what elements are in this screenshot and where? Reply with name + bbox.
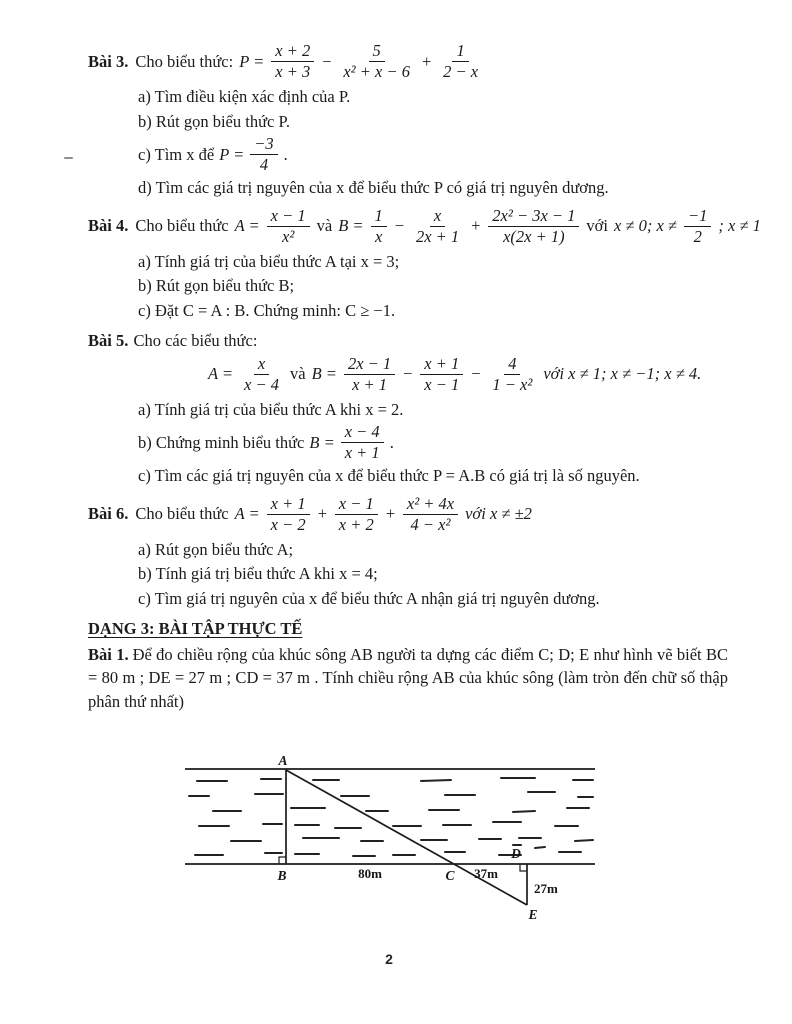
fraction-denominator: 2 − x (443, 62, 479, 81)
bai4-cond1: x ≠ 0; x ≠ (613, 216, 677, 236)
bai6-item-c: c) Tìm giá trị nguyên của x để biểu thức A nhận giá trị nguyên dương. (138, 588, 600, 608)
bai3-item-a: a) Tìm điều kiện xác định của P. (138, 87, 351, 106)
bai4-label: Bài 4. (88, 216, 129, 236)
fraction (403, 495, 458, 534)
operator: − (402, 364, 414, 384)
bai4-lead: Cho biểu thức (135, 216, 229, 236)
bai3-statement (88, 42, 728, 81)
dang3-heading: DẠNG 3: BÀI TẬP THỰC TẾ (88, 619, 303, 638)
fraction (344, 355, 395, 394)
fraction (488, 207, 579, 246)
fraction-denominator: x (375, 226, 383, 246)
fraction-denominator: x − 2 (270, 514, 306, 534)
fraction (488, 355, 536, 394)
fraction (335, 495, 378, 534)
fraction (420, 355, 463, 394)
point-label-D: D (511, 846, 521, 861)
point-label-B: B (277, 868, 287, 883)
measure-label-BC: 80m (358, 866, 382, 881)
bai5-B-lhs: B = (311, 364, 337, 384)
fraction-numerator: x² + 4x (403, 495, 458, 515)
operator: + (420, 51, 433, 71)
fraction-denominator: x + 3 (275, 62, 311, 81)
problem-bai4 (88, 205, 761, 323)
fraction-denominator: x + 1 (352, 374, 388, 394)
fraction-numerator: x − 1 (267, 207, 310, 227)
fraction (339, 42, 414, 81)
bai4-item-b: b) Rút gọn biểu thức B; (138, 276, 295, 295)
bai5-item-b-text: b) Chứng minh biểu thức (138, 432, 305, 452)
water-ripples (189, 778, 593, 856)
fraction-numerator: 2x² − 3x − 1 (488, 207, 579, 227)
bai3-item-d: d) Tìm các giá trị nguyên của x để biểu thức P có giá trị nguyên dương. (138, 178, 609, 197)
bai5-A-lhs: A = (208, 364, 234, 384)
point-label-A: A (278, 753, 288, 768)
bai6-label: Bài 6. (88, 504, 129, 524)
fraction-numerator: 2x − 1 (344, 355, 395, 375)
point-label-E: E (528, 907, 538, 922)
bai4-B-lhs: B = (338, 216, 364, 236)
fraction-numerator: x + 1 (267, 495, 310, 515)
bai5-item-b-period: . (389, 432, 394, 452)
bai4-A-lhs: A = (234, 216, 260, 236)
bai5-header (88, 329, 728, 353)
fraction-denominator: x(2x + 1) (503, 226, 565, 246)
bai6-item-a: a) Rút gọn biểu thức A; (138, 539, 294, 559)
bai5-item-b-lhs: B = (309, 432, 335, 452)
bai5-item-b (88, 423, 728, 462)
fraction-numerator: −3 (250, 135, 277, 155)
bai6-statement (88, 495, 728, 534)
fraction (267, 207, 310, 246)
bai3-lhs: P = (239, 51, 265, 71)
fraction (250, 135, 277, 174)
measure-label-CD: 37m (474, 866, 498, 881)
bai5-label: Bài 5. (88, 331, 129, 350)
bai3-lead: Cho biểu thức: (135, 51, 234, 71)
fraction-denominator: 4 − x² (410, 514, 451, 534)
operator: + (384, 504, 396, 524)
problem-bai3 (88, 42, 728, 200)
dang3-bai1 (88, 643, 728, 714)
operator: − (470, 364, 482, 384)
river-diagram (183, 748, 611, 936)
bai3-item-c-text: c) Tìm x để (138, 144, 215, 164)
fraction-denominator: 2x + 1 (415, 226, 460, 246)
fraction-numerator: x − 4 (341, 423, 384, 443)
fraction (271, 42, 314, 81)
fraction-denominator: 2 (693, 226, 702, 246)
fraction-numerator: x (430, 207, 445, 227)
bai3-item-c (88, 135, 728, 174)
fraction-denominator: 4 (259, 155, 269, 174)
fraction-denominator: 1 − x² (492, 374, 533, 394)
dang3-bai1-text: Để đo chiều rộng của khúc sông AB người ta dựng các điểm C; D; E như hình vẽ biết BC = 80 m ; DE = 27 m ; CD = 37 m . Tính chiều rộng AB của khúc sông (làm tròn đến chữ số thập phân thứ nhất) (88, 644, 728, 711)
bai6-item-b: b) Tính giá trị biểu thức A khi x = 4; (138, 564, 378, 583)
bai3-item-c-lhs: P = (219, 144, 245, 164)
bai5-statement (88, 355, 728, 394)
fraction-numerator: 4 (504, 355, 520, 375)
point-label-C: C (445, 868, 455, 883)
fraction-denominator: x² (282, 226, 295, 246)
fraction-numerator: −1 (684, 207, 711, 227)
fraction-denominator: x − 4 (244, 374, 280, 394)
operator: − (321, 51, 333, 71)
worksheet-content (88, 40, 761, 713)
bai5-mid: và (290, 364, 306, 384)
dang3-bai1-label: Bài 1. (88, 644, 129, 664)
bai4-item-c: c) Đặt C = A : B. Chứng minh: C ≥ −1. (138, 300, 396, 320)
bai5-lead: Cho các biểu thức: (133, 331, 258, 350)
fraction-numerator: x − 1 (335, 495, 378, 515)
fraction (267, 495, 310, 534)
bai4-cond-pre: với (586, 216, 608, 236)
bai5-cond: với x ≠ 1; x ≠ −1; x ≠ 4. (543, 364, 702, 384)
bai3-item-c-period: . (283, 144, 288, 164)
bai4-statement (88, 205, 761, 246)
bai3-item-b: b) Rút gọn biểu thức P. (138, 111, 290, 131)
fraction-denominator: x + 2 (338, 514, 374, 534)
bai6-lead: Cho biểu thức (135, 504, 229, 524)
bai4-cond2: ; x ≠ 1 (718, 216, 761, 236)
fraction (439, 42, 482, 81)
fraction-numerator: x + 2 (271, 42, 314, 62)
right-angle-mark-D (520, 864, 527, 871)
fraction-numerator: x (254, 355, 269, 375)
fraction (341, 423, 384, 462)
bai5-item-c: c) Tìm các giá trị nguyên của x để biểu thức P = A.B có giá trị là số nguyên. (138, 466, 640, 485)
operator: + (316, 504, 328, 524)
operator: − (393, 216, 405, 236)
fraction-numerator: x + 1 (420, 355, 463, 375)
problem-bai6 (88, 495, 728, 611)
problem-bai5 (88, 329, 728, 488)
fraction (240, 355, 283, 394)
fraction-numerator: 1 (371, 207, 387, 227)
operator: + (470, 216, 482, 236)
fraction-denominator: x² + x − 6 (343, 62, 410, 81)
scan-artifact-dash (64, 157, 73, 159)
bai6-cond: với x ≠ ±2 (465, 504, 532, 524)
fraction (371, 207, 387, 246)
fraction (412, 207, 463, 246)
bai3-label: Bài 3. (88, 51, 129, 71)
fraction-numerator: 1 (452, 42, 468, 62)
fraction-denominator: x − 1 (424, 374, 460, 394)
fraction (684, 207, 711, 246)
fraction-denominator: x + 1 (344, 443, 380, 462)
bai4-mid: và (316, 216, 333, 236)
bai6-lhs: A = (234, 504, 260, 524)
fraction-numerator: 5 (369, 42, 385, 62)
right-angle-mark-B (279, 857, 286, 864)
bai5-item-a: a) Tính giá trị của biểu thức A khi x = 2. (138, 399, 404, 419)
page-number: 2 (385, 951, 393, 967)
bai4-item-a: a) Tính giá trị của biểu thức A tại x = 3; (138, 251, 400, 271)
measure-label-DE: 27m (534, 881, 558, 896)
